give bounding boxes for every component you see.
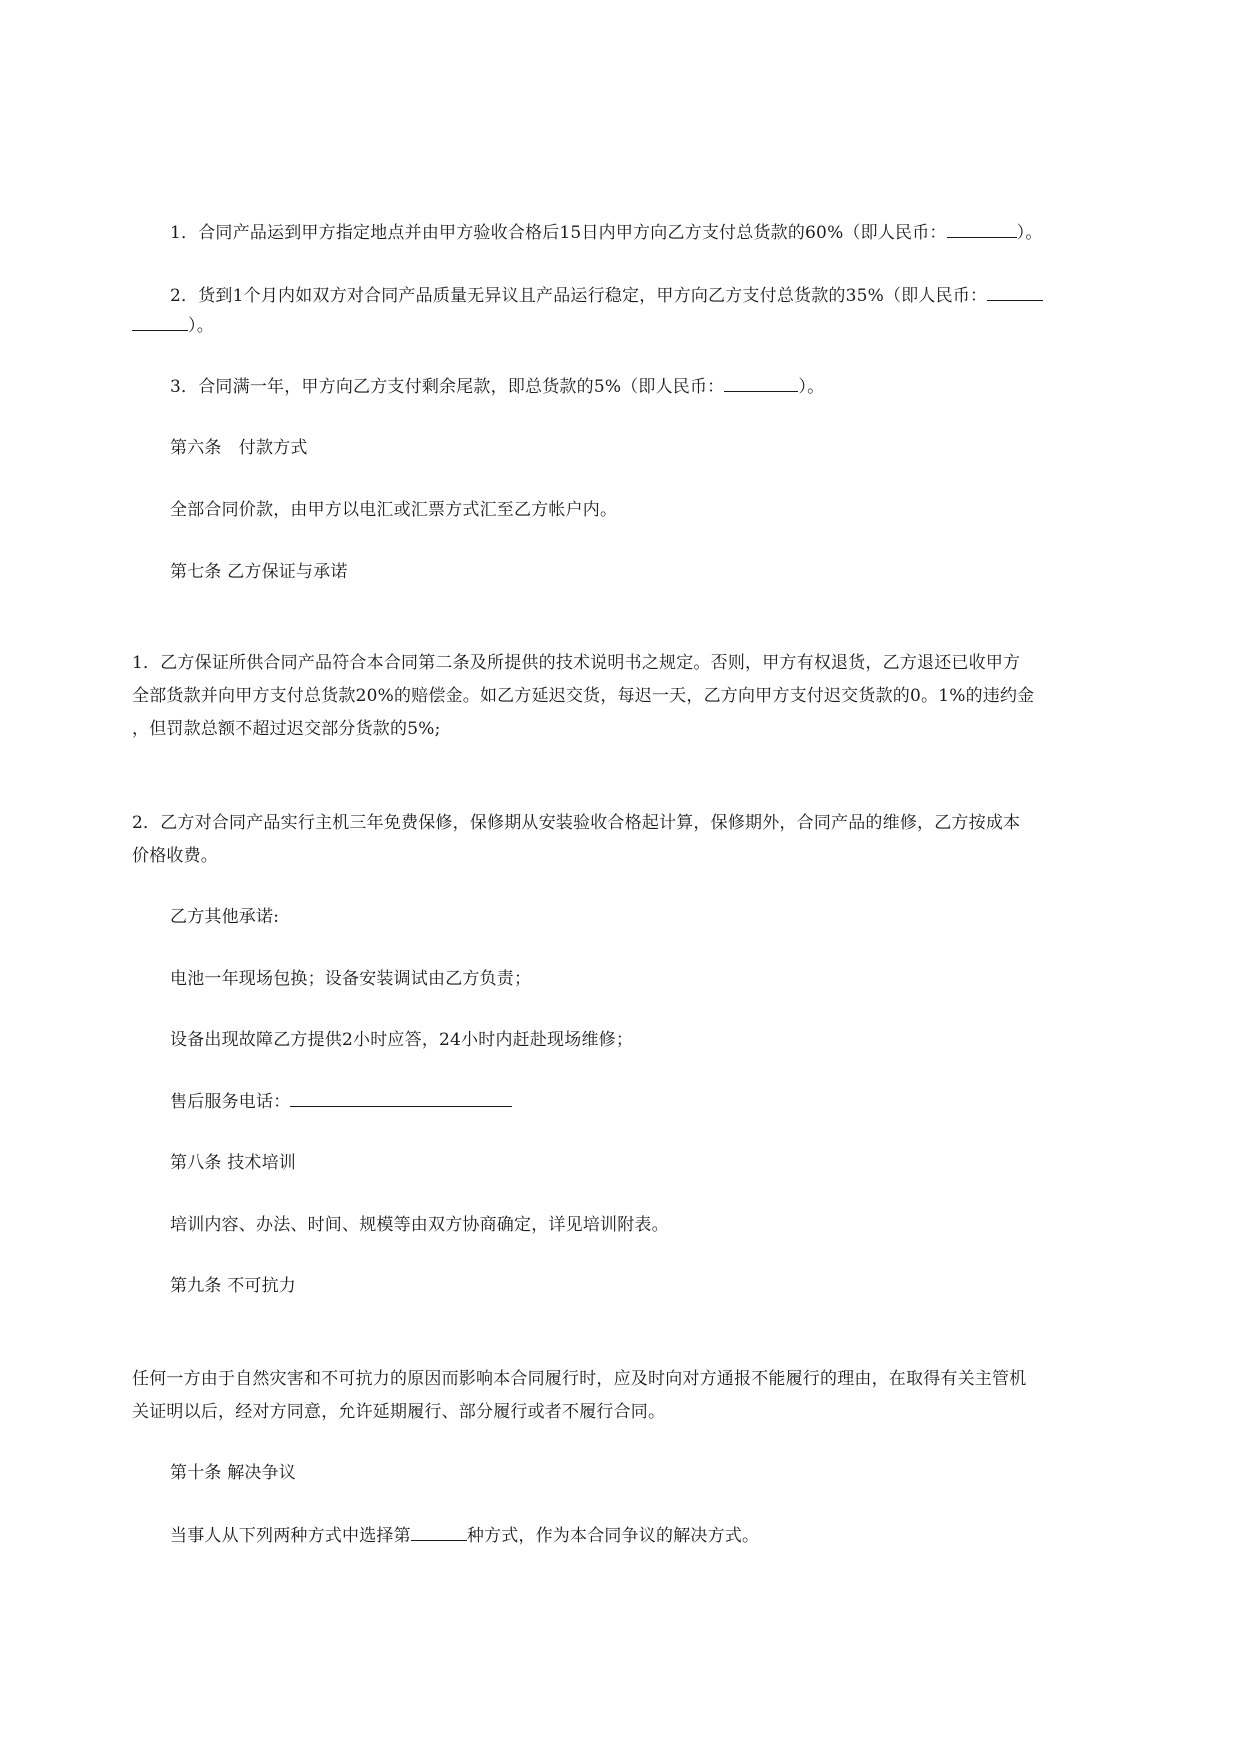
article-10-heading: 第十条 解决争议	[170, 1463, 297, 1483]
article-8-heading: 第八条 技术培训	[170, 1153, 297, 1173]
service-hotline	[170, 1090, 512, 1113]
payment-item-3-text: 3．合同满一年，甲方向乙方支付剩余尾款，即总货款的5%（即人民币：	[170, 377, 725, 397]
article-7-item-2-line-1: 2．乙方对合同产品实行主机三年免费保修，保修期从安装验收合格起计算，保修期外，合同产品的维修，乙方按成本	[132, 813, 1021, 833]
amount-blank-2a	[987, 284, 1043, 301]
article-7-item-1-line-1: 1．乙方保证所供合同产品符合本合同第二条及所提供的技术说明书之规定。否则，甲方有权退货，乙方退还已收甲方	[132, 653, 1021, 673]
article-6-body: 全部合同价款，由甲方以电汇或汇票方式汇至乙方帐户内。	[170, 500, 618, 520]
service-hotline-label: 售后服务电话：	[170, 1092, 291, 1112]
hotline-blank	[290, 1090, 512, 1107]
article-8-body: 培训内容、办法、时间、规模等由双方协商确定，详见培训附表。	[170, 1215, 669, 1235]
choice-blank	[411, 1524, 467, 1541]
amount-blank-2b	[132, 314, 188, 331]
article-7-item-2-line-2: 价格收费。	[132, 846, 218, 866]
other-commitments-heading: 乙方其他承诺:	[170, 907, 280, 927]
other-commitment-2: 设备出现故障乙方提供2小时应答，24小时内赶赴现场维修；	[170, 1030, 634, 1050]
payment-item-2	[170, 284, 1043, 307]
payment-item-2-close: ）。	[188, 316, 214, 336]
article-7-item-1-line-2: 全部货款并向甲方支付总货款20%的赔偿金。如乙方延迟交货，每迟一天，乙方向甲方支付迟交货款的0。1%的违约金	[132, 686, 1035, 706]
other-commitment-1: 电池一年现场包换；设备安装调试由乙方负责；	[170, 969, 532, 989]
payment-item-2-cont	[132, 314, 214, 337]
payment-item-3-close: ）。	[798, 377, 825, 397]
article-9-body-line-2: 关证明以后，经对方同意，允许延期履行、部分履行或者不履行合同。	[132, 1402, 666, 1422]
payment-item-3	[170, 375, 824, 398]
article-10-body-b: 种方式，作为本合同争议的解决方式。	[466, 1526, 760, 1546]
payment-item-1-close: ）。	[1016, 223, 1043, 243]
article-6-heading: 第六条 付款方式	[170, 438, 308, 458]
amount-blank-1	[947, 221, 1017, 238]
article-9-body-line-1: 任何一方由于自然灾害和不可抗力的原因而影响本合同履行时，应及时向对方通报不能履行的理由，在取得有关主管机	[132, 1369, 1027, 1389]
payment-item-1-text: 1．合同产品运到甲方指定地点并由甲方验收合格后15日内甲方向乙方支付总货款的60%（即人民币：	[170, 223, 947, 243]
article-10-body	[170, 1524, 759, 1547]
payment-item-2-text: 2．货到1个月内如双方对合同产品质量无异议且产品运行稳定，甲方向乙方支付总货款的35%（即人民币：	[170, 286, 988, 306]
article-7-heading: 第七条 乙方保证与承诺	[170, 562, 348, 582]
article-7-item-1-line-3: ，但罚款总额不超过迟交部分货款的5%;	[132, 719, 441, 739]
article-9-heading: 第九条 不可抗力	[170, 1276, 297, 1296]
article-10-body-a: 当事人从下列两种方式中选择第	[170, 1526, 411, 1546]
payment-item-1	[170, 221, 1043, 244]
amount-blank-3	[724, 375, 798, 392]
